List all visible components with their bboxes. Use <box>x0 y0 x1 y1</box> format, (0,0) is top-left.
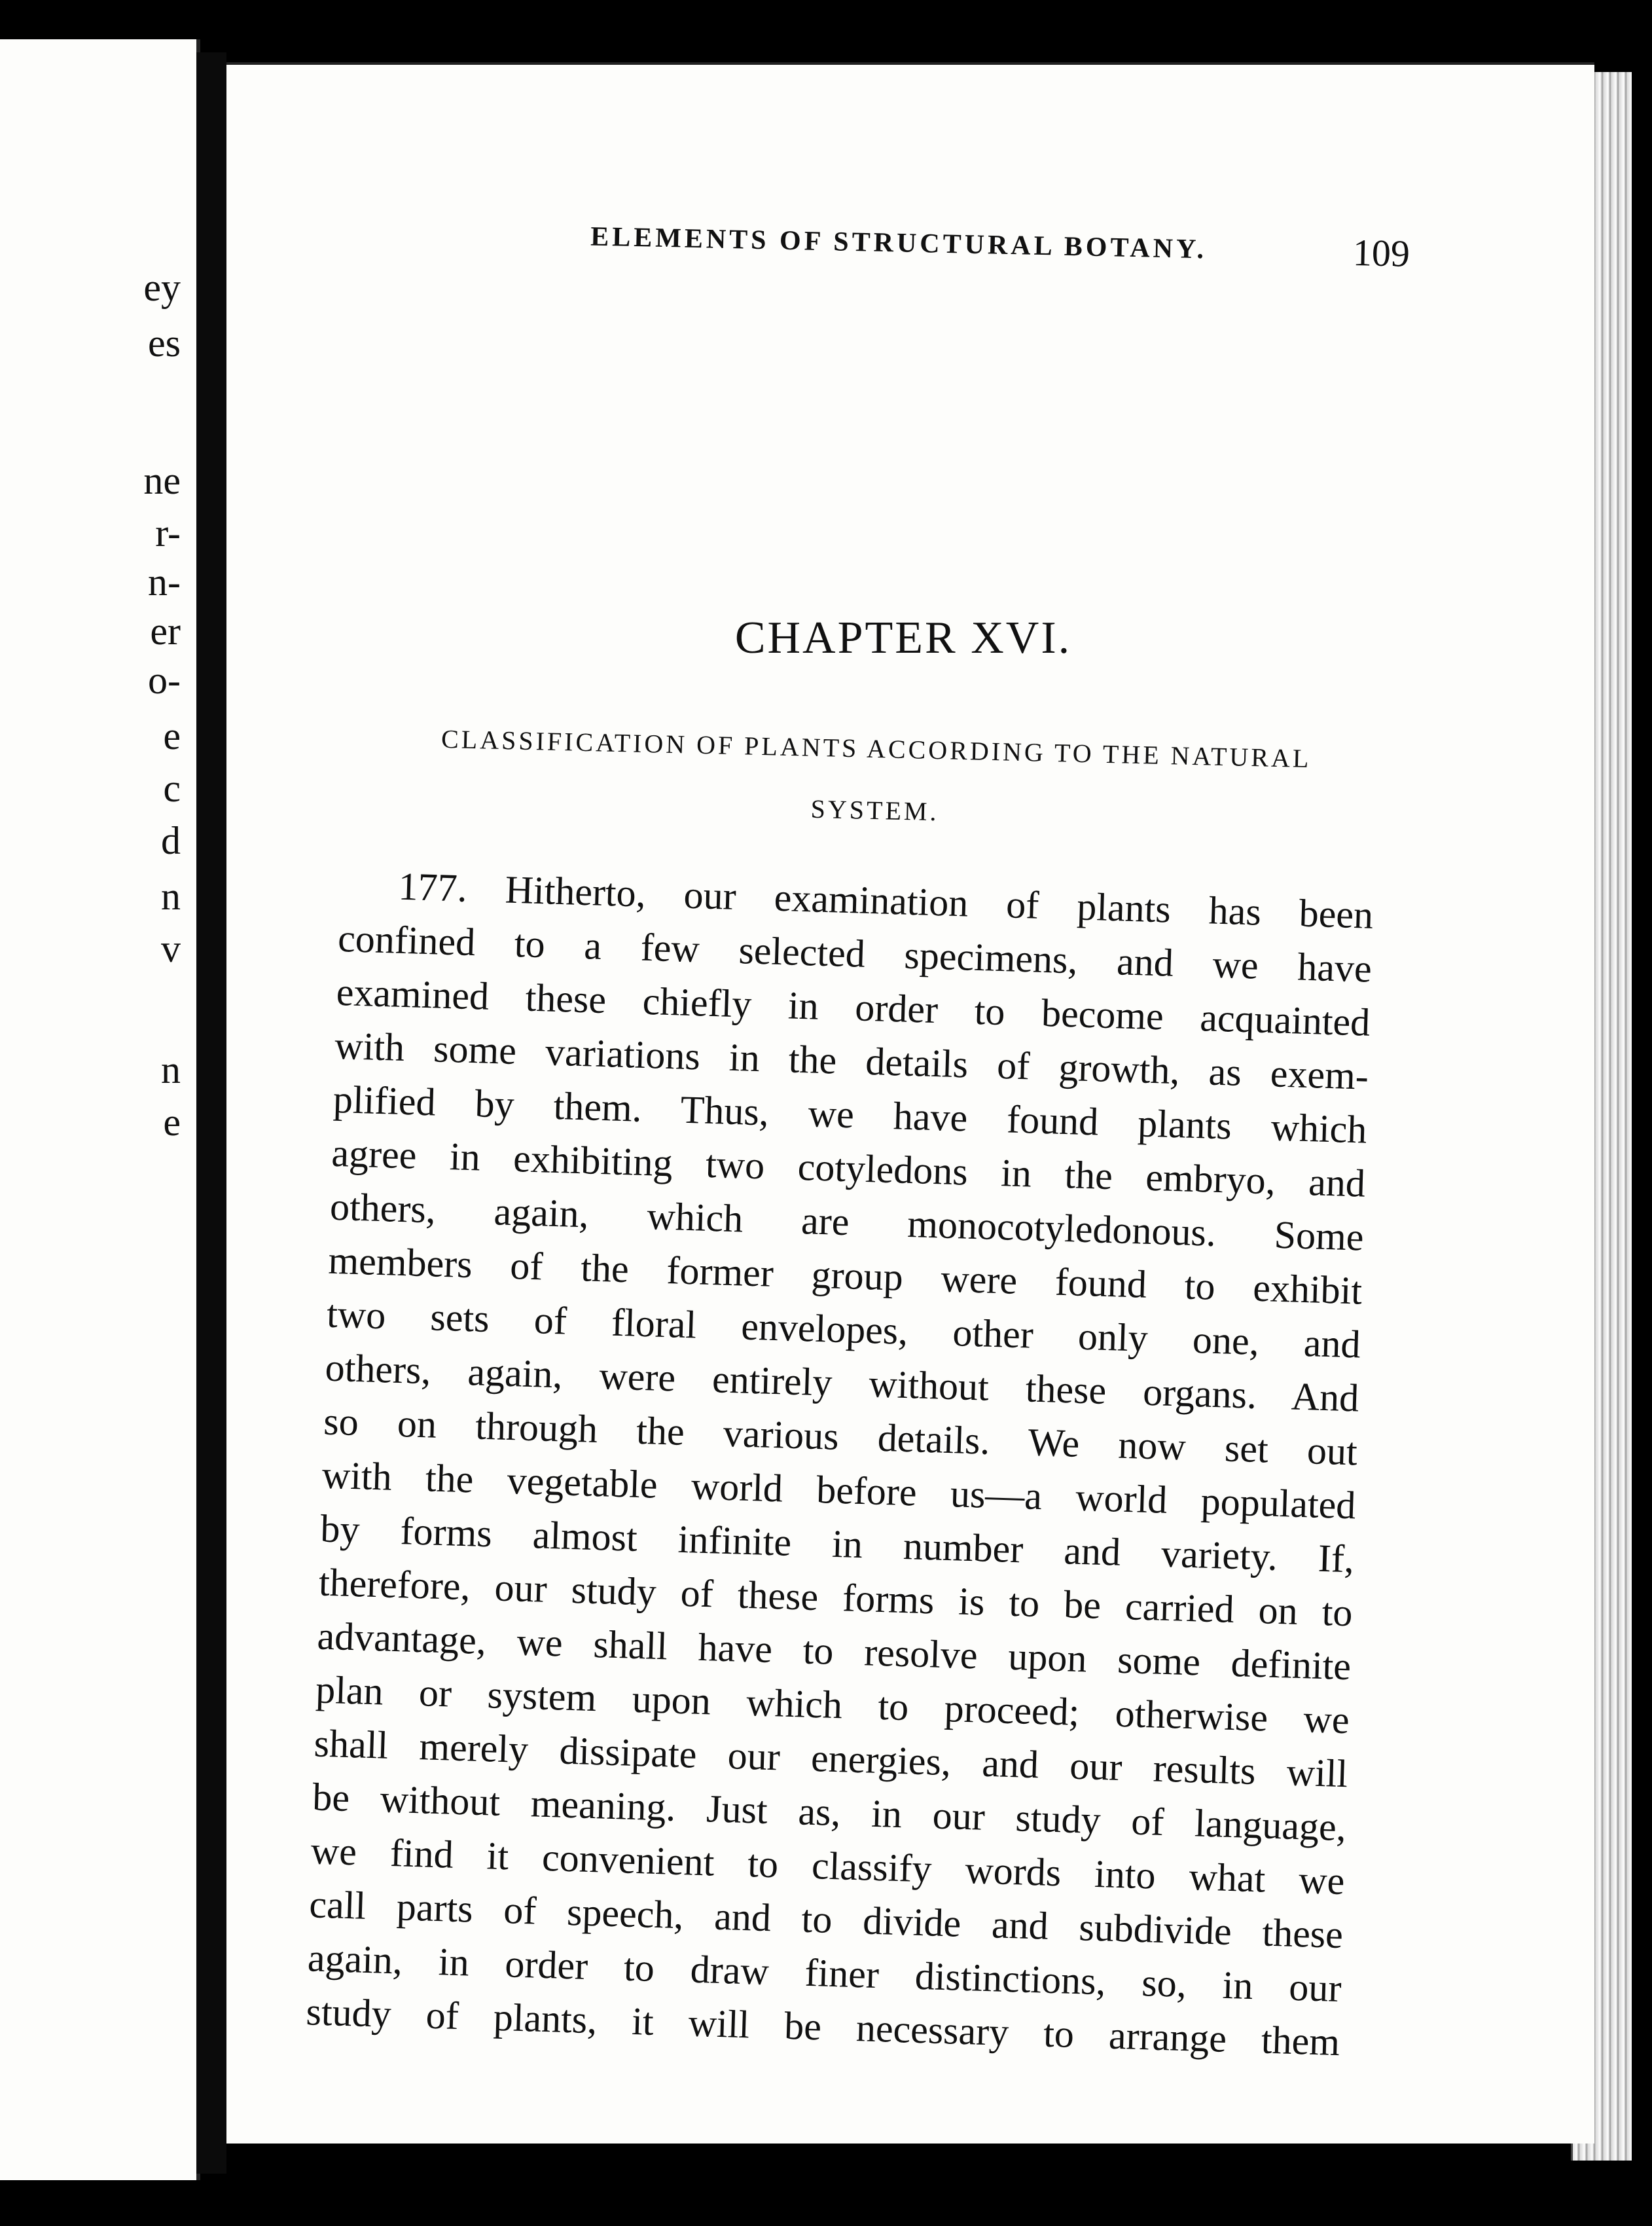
chapter-subtitle-line: CLASSIFICATION OF PLANTS ACCORDING TO THE NATURAL <box>440 723 1312 774</box>
left-page-fragment: ey <box>143 266 181 309</box>
left-page-fragment: r- <box>155 511 181 555</box>
left-page-fragment: e <box>163 1101 181 1144</box>
text-line: plan or system upon which to proceed; otherwise we <box>315 1668 1350 1742</box>
text-line: two sets of floral envelopes, other only one, and <box>326 1292 1361 1366</box>
text-line: others, again, which are monocotyledonous. Some <box>329 1184 1365 1259</box>
chapter-subtitle <box>384 707 1368 852</box>
left-page-fragment: er <box>150 610 181 653</box>
body-paragraph <box>305 858 1374 2069</box>
left-page-fragment: n <box>161 875 181 918</box>
book-spine <box>196 52 226 2174</box>
left-page-fragment: c <box>163 767 181 810</box>
left-page-fragment: o- <box>148 659 181 702</box>
text-line: by forms almost infinite in number and variety. If, <box>319 1506 1355 1581</box>
text-line: be without meaning. Just as, in our study of language, <box>312 1775 1347 1850</box>
text-line: with some variations in the details of growth, as exem- <box>334 1023 1369 1098</box>
text-line: confined to a few selected specimens, and we have <box>337 916 1373 991</box>
left-page-fragment: e <box>163 714 181 757</box>
left-page-fragment: ne <box>143 459 181 502</box>
text-line: shall merely dissipate our energies, and our results will <box>313 1721 1349 1796</box>
text-line: we find it convenient to classify words into what we <box>310 1829 1346 1903</box>
text-line: others, again, were entirely without these organs. And <box>324 1345 1360 1420</box>
left-page-fragment: es <box>148 321 181 365</box>
text-line: examined these chiefly in order to become acquainted <box>335 970 1371 1044</box>
left-page-fragment: n- <box>148 560 181 604</box>
left-page-fragment: v <box>161 927 181 970</box>
text-line: so on through the various details. We now set out <box>323 1399 1358 1474</box>
chapter-subtitle-line: SYSTEM. <box>810 794 940 827</box>
left-page-fragment: n <box>161 1048 181 1091</box>
text-line: again, in order to draw finer distinctions, so, in our <box>307 1936 1342 2011</box>
left-facing-page <box>0 39 200 2180</box>
text-line: with the vegetable world before us—a world populated <box>321 1453 1357 1527</box>
left-page-fragment: d <box>161 819 181 862</box>
text-line: study of plants, it will be necessary to arrange them <box>305 1990 1340 2064</box>
page-number: 109 <box>1352 231 1410 275</box>
text-line: members of the former group were found to exhibit <box>327 1238 1363 1313</box>
running-title: ELEMENTS OF STRUCTURAL BOTANY. <box>590 221 1208 265</box>
text-line: advantage, we shall have to resolve upon some definite <box>316 1614 1352 1688</box>
text-line: agree in exhibiting two cotyledons in the embryo, and <box>331 1131 1366 1205</box>
text-line: call parts of speech, and to divide and subdivide these <box>308 1882 1344 1957</box>
chapter-title: CHAPTER XVI. <box>734 613 1072 663</box>
text-line: 177. Hitherto, our examination of plants has been <box>397 864 1374 937</box>
text-line: therefore, our study of these forms is to be carried on to <box>318 1560 1354 1635</box>
text-line: plified by them. Thus, we have found plants which <box>332 1077 1368 1152</box>
